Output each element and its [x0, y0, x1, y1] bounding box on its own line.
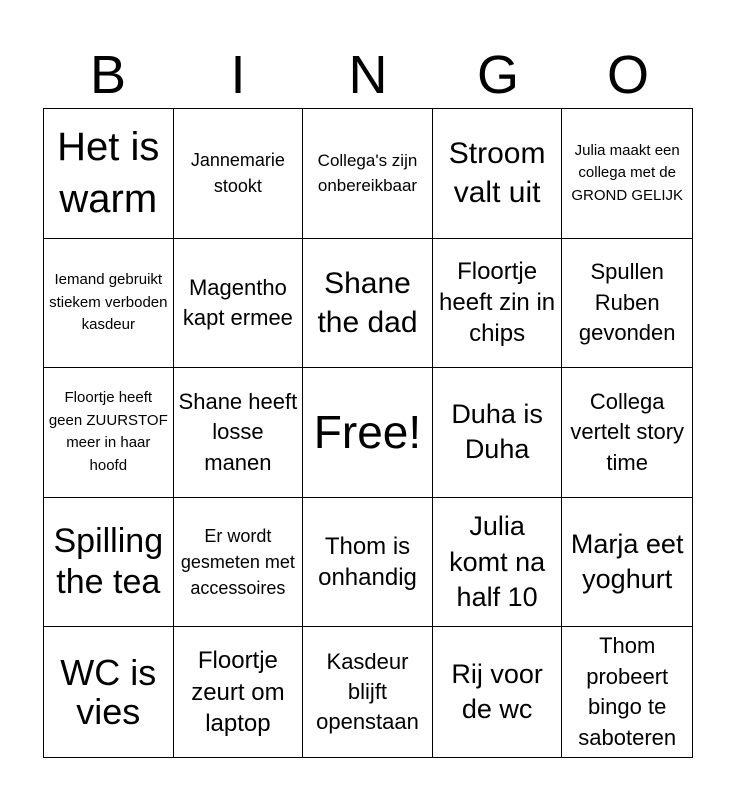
- cell-text: Collega vertelt story time: [570, 388, 685, 475]
- bingo-card: [43, 108, 693, 758]
- bingo-cell[interactable]: [303, 239, 433, 369]
- bingo-cell[interactable]: [562, 239, 692, 369]
- cell-text: Rij voor de wc: [451, 659, 543, 725]
- cell-text: Stroom valt uit: [448, 137, 546, 210]
- bingo-cell[interactable]: [433, 627, 563, 757]
- header-letter-n: N: [348, 45, 388, 105]
- cell-text: Free!: [313, 406, 422, 459]
- bingo-cell[interactable]: [303, 627, 433, 757]
- cell-text: Shane the dad: [317, 266, 418, 339]
- cell-text: WC is vies: [60, 651, 157, 733]
- cell-text: Marja eet yoghurt: [570, 529, 684, 595]
- bingo-cell[interactable]: [562, 368, 692, 498]
- cell-text: Duha is Duha: [451, 399, 543, 465]
- cell-text: Floortje zeurt om laptop: [191, 647, 285, 737]
- cell-text: Spullen Ruben gevonden: [578, 259, 676, 346]
- header-letter-b: B: [89, 45, 127, 105]
- bingo-cell[interactable]: [44, 109, 174, 239]
- bingo-cell[interactable]: [174, 627, 304, 757]
- bingo-cell[interactable]: [174, 368, 304, 498]
- bingo-header: [43, 40, 693, 110]
- header-letter-i: I: [230, 45, 246, 105]
- bingo-cell[interactable]: [562, 109, 692, 239]
- bingo-cell[interactable]: [44, 368, 174, 498]
- free-space[interactable]: [303, 368, 433, 498]
- cell-text: Julia komt na half 10: [449, 511, 546, 612]
- cell-text: Er wordt gesmeten met accessoires: [180, 525, 295, 599]
- bingo-cell[interactable]: [174, 239, 304, 369]
- header-letter-o: O: [606, 45, 649, 105]
- bingo-cell[interactable]: [303, 498, 433, 628]
- bingo-cell[interactable]: [562, 498, 692, 628]
- cell-text: Thom probeert bingo te saboteren: [578, 633, 677, 750]
- bingo-cell[interactable]: [303, 109, 433, 239]
- cell-text: Magentho kapt ermee: [182, 274, 293, 330]
- bingo-cell[interactable]: [174, 109, 304, 239]
- cell-text: Kasdeur blijft openstaan: [316, 648, 419, 735]
- cell-text: Floortje heeft zin in chips: [439, 258, 556, 348]
- bingo-cell[interactable]: [562, 627, 692, 757]
- cell-text: Het is warm: [57, 125, 160, 222]
- cell-text: Collega's zijn onbereikbaar: [317, 150, 418, 196]
- bingo-cell[interactable]: [44, 627, 174, 757]
- bingo-cell[interactable]: [433, 109, 563, 239]
- cell-text: Iemand gebruikt stiekem verboden kasdeur: [49, 271, 168, 334]
- cell-text: Shane heeft losse manen: [178, 388, 298, 475]
- cell-text: Floortje heeft geen ZUURSTOF meer in haar hoofd: [48, 389, 168, 474]
- bingo-cell[interactable]: [44, 239, 174, 369]
- bingo-cell[interactable]: [433, 498, 563, 628]
- bingo-cell[interactable]: [174, 498, 304, 628]
- cell-text: Julia maakt een collega met de GROND GELIJK: [571, 141, 684, 204]
- bingo-cell[interactable]: [433, 368, 563, 498]
- cell-text: Thom is onhandig: [318, 532, 417, 592]
- header-letter-g: G: [476, 45, 519, 105]
- cell-text: Spilling the tea: [53, 521, 164, 602]
- cell-text: Jannemarie stookt: [190, 150, 285, 197]
- bingo-cell[interactable]: [433, 239, 563, 369]
- bingo-cell[interactable]: [44, 498, 174, 628]
